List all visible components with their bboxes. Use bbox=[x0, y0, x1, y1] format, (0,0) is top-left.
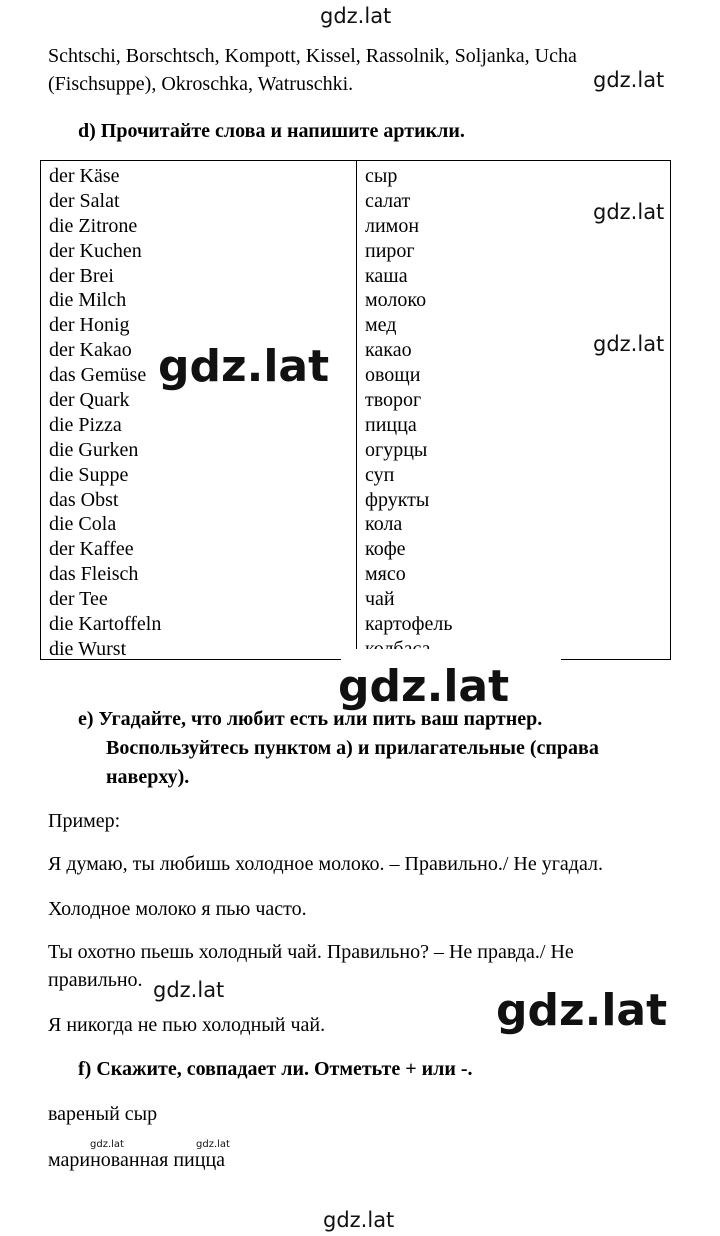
table-cell-russian: огурцы bbox=[365, 438, 428, 461]
table-cell-german: die Milch bbox=[49, 289, 127, 312]
table-cell-russian: кола bbox=[365, 513, 403, 536]
table-cell-german: der Honig bbox=[49, 314, 130, 337]
table-cell-russian: каша bbox=[365, 264, 408, 287]
table-cell-russian: овощи bbox=[365, 364, 421, 387]
table-cell-russian: кофе bbox=[365, 538, 406, 561]
section-f-item-1: вареный сыр bbox=[48, 1103, 158, 1125]
table-cell-german: die Gurken bbox=[49, 438, 139, 461]
intro-line-2: (Fischsuppe), Okroschka, Watruschki. bbox=[48, 73, 354, 95]
table-cell-russian: какао bbox=[365, 339, 412, 362]
table-cell-german: der Salat bbox=[49, 189, 120, 212]
table-cell-russian: сыр bbox=[365, 165, 398, 187]
watermark-tiny-2: gdz.lat bbox=[196, 1139, 230, 1150]
table-cell-german: der Quark bbox=[49, 389, 130, 412]
example-line-3a: Ты охотно пьешь холодный чай. Правильно? – Не правда./ Не bbox=[48, 941, 574, 963]
table-divider bbox=[356, 161, 357, 659]
table-cell-russian: суп bbox=[365, 463, 395, 486]
table-cell-german: der Kakao bbox=[49, 339, 132, 362]
watermark-right-1: gdz.lat bbox=[593, 68, 665, 92]
table-cut bbox=[341, 649, 561, 661]
watermark-large-1: gdz.lat bbox=[154, 342, 333, 392]
table-cell-german: der Käse bbox=[49, 165, 120, 187]
example-line-1: Я думаю, ты любишь холодное молоко. – Правильно./ Не угадал. bbox=[48, 853, 603, 875]
table-cell-german: das Gemüse bbox=[49, 364, 147, 387]
example-line-4: Я никогда не пью холодный чай. bbox=[48, 1014, 326, 1036]
table-cell-russian: мед bbox=[365, 314, 397, 337]
table-cell-russian: пицца bbox=[365, 413, 417, 436]
table-cell-russian: картофель bbox=[365, 613, 453, 636]
table-cell-german: die Pizza bbox=[49, 413, 122, 436]
table-cell-german: die Kartoffeln bbox=[49, 613, 162, 636]
watermark-mid: gdz.lat bbox=[153, 978, 225, 1002]
intro-line-1: Schtschi, Borschtsch, Kompott, Kissel, Rassolnik, Soljanka, Ucha bbox=[48, 45, 577, 67]
german-column bbox=[49, 164, 161, 662]
watermark-right-2: gdz.lat bbox=[593, 200, 665, 224]
example-line-2: Холодное молоко я пью часто. bbox=[48, 898, 307, 920]
table-cell-german: die Zitrone bbox=[49, 214, 138, 237]
russian-column bbox=[365, 164, 452, 662]
table-cell-russian: пирог bbox=[365, 239, 415, 262]
table-cell-russian: творог bbox=[365, 389, 422, 412]
table-cell-german: die Wurst bbox=[49, 637, 127, 660]
table-cell-german: das Obst bbox=[49, 488, 119, 511]
table-cell-german: die Cola bbox=[49, 513, 117, 536]
example-line-3b: правильно. bbox=[48, 969, 143, 991]
table-cell-russian: лимон bbox=[365, 214, 420, 237]
example-label: Пример: bbox=[48, 810, 121, 832]
section-e-heading-3: наверху). bbox=[106, 766, 190, 788]
vocab-table bbox=[40, 160, 671, 660]
watermark-bottom: gdz.lat bbox=[323, 1208, 395, 1232]
watermark-tiny-1: gdz.lat bbox=[90, 1139, 124, 1150]
table-cell-german: der Brei bbox=[49, 264, 114, 287]
section-f-heading: f) Скажите, совпадает ли. Отметьте + или -. bbox=[78, 1058, 473, 1080]
table-cell-german: der Kuchen bbox=[49, 239, 142, 262]
table-cell-german: der Tee bbox=[49, 588, 108, 611]
table-cell-russian: молоко bbox=[365, 289, 427, 312]
watermark-top: gdz.lat bbox=[320, 4, 392, 28]
table-cell-russian: салат bbox=[365, 189, 411, 212]
watermark-right-3: gdz.lat bbox=[593, 332, 665, 356]
table-cell-russian: мясо bbox=[365, 563, 406, 586]
watermark-large-2: gdz.lat bbox=[334, 662, 513, 712]
table-cell-german: die Suppe bbox=[49, 463, 129, 486]
section-e-heading-1: e) Угадайте, что любит есть или пить ваш партнер. bbox=[78, 708, 543, 730]
table-cell-german: der Kaffee bbox=[49, 538, 134, 561]
table-cell-german: das Fleisch bbox=[49, 563, 139, 586]
section-f-item-2: маринованная пицца bbox=[48, 1149, 226, 1171]
table-cell-russian: чай bbox=[365, 588, 395, 611]
section-e-heading-2: Воспользуйтесь пунктом а) и прилагательные (справа bbox=[106, 737, 599, 759]
section-d-heading: d) Прочитайте слова и напишите артикли. bbox=[78, 120, 465, 142]
table-cell-russian: фрукты bbox=[365, 488, 430, 511]
watermark-large-3: gdz.lat bbox=[496, 985, 668, 1036]
